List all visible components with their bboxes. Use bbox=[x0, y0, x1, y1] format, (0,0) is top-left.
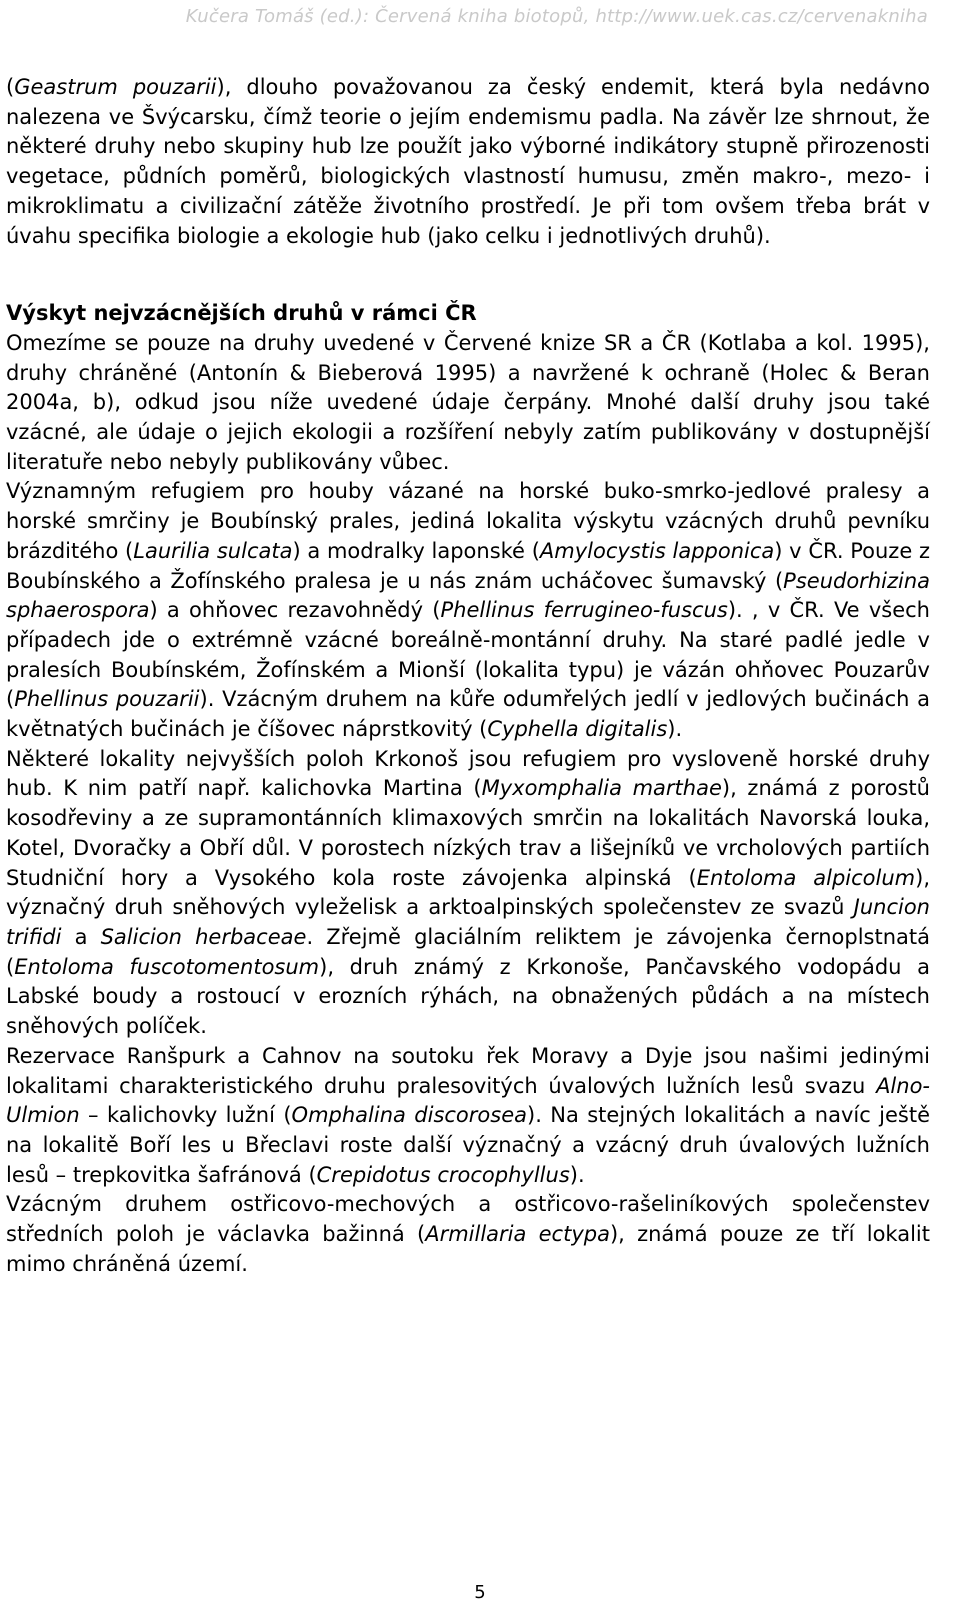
section-heading: Výskyt nejvzácnějších druhů v rámci ČR bbox=[6, 301, 477, 326]
taxon-name: Armillaria ectypa bbox=[425, 1222, 610, 1247]
text-run: ) v ČR. Pouze z Boubínského a Žofínského pralesa je u nás znám ucháčovec šumavský ( bbox=[6, 538, 931, 593]
taxon-name: Salicion herbaceae bbox=[100, 924, 307, 949]
text-run: ) a ohňovec rezavohnědý ( bbox=[149, 598, 441, 623]
paragraph-armillaria bbox=[6, 1190, 930, 1279]
text-run: ), význačný druh sněhových vyleželisk a arktoalpinských společenstev ze svazů bbox=[6, 865, 930, 920]
intro-text: ), dlouho považovanou za český endemit, která byla nedávno nalezena ve Švýcarsku, čímž teorie o jejím endemismu padla. Na závěr lze shrnout, že některé druhy nebo skupiny hub lze použít jako výborné indikátory stupně přirozenosti vegetace, půdních poměrů, biologických vlastností humusu, změn makro-, mezo- i mikroklimatu a civilizační zátěže životního prostředí. Je při tom ovšem třeba brát v úvahu specifika biologie a ekologie hub (jako celku i jednotlivých druhů). bbox=[6, 75, 930, 248]
taxon-name: Crepidotus crocophyllus bbox=[316, 1162, 570, 1187]
taxon-name: Myxomphalia marthae bbox=[481, 776, 722, 801]
text-run: a bbox=[61, 924, 101, 949]
taxon-name: Phellinus pouzarii bbox=[14, 687, 200, 712]
document-body bbox=[6, 73, 930, 1279]
taxon-name: Juncion trifidi bbox=[6, 895, 930, 949]
text-run: – kalichovky lužní ( bbox=[79, 1103, 292, 1128]
taxon-name: Entoloma alpicolum bbox=[696, 865, 916, 890]
text-run: Vzácným druhem ostřicovo-mechových a ostřicovo-rašeliníkových společenstev středních poloh je václavka bažinná ( bbox=[6, 1192, 930, 1247]
text-run: ). Vzácným druhem na kůře odumřelých jedlí v jedlových bučinách a květnatých bučinách je číšovec náprstkovitý ( bbox=[6, 687, 930, 742]
text-run: . Zřejmě glaciálním reliktem je závojenka černoplstnatá ( bbox=[6, 924, 930, 979]
running-header: Kučera Tomáš (ed.): Červená kniha biotopů, http://www.uek.cas.cz/cervenakniha bbox=[185, 6, 928, 27]
taxon-name: Entoloma fuscotomentosum bbox=[14, 954, 320, 979]
taxon-name: Cyphella digitalis bbox=[487, 717, 668, 742]
text-run: ). , v ČR. Ve všech případech jde o extrémně vzácné boreálně-montánní druhy. Na staré padlé jedle v pralesích Boubínském, Žofínském a Mionší (lokalita typu) je vázán ohňovec Pouzarův ( bbox=[6, 598, 930, 712]
text-run: ). bbox=[569, 1162, 585, 1187]
text-run: ), známá z porostů kosodřeviny a ze supramontánních klimaxových smrčin na lokalitách Navorská louka, Kotel, Dvoračky a Obří důl. V porostech nízkých trav a lišejníků ve vrcholových partiích Studniční hory a Vysokého kola roste závojenka alpinská ( bbox=[6, 776, 930, 890]
paragraph-boubin bbox=[6, 477, 930, 744]
text-run: ), známá pouze ze tří lokalit mimo chráněná území. bbox=[6, 1222, 930, 1276]
paragraph-krkonose bbox=[6, 745, 930, 1042]
taxon-name: Phellinus ferrugineo-fuscus bbox=[440, 598, 728, 623]
taxon-name: Geastrum pouzarii bbox=[14, 75, 217, 99]
taxon-name: Omphalina discorosea bbox=[291, 1103, 527, 1128]
paragraph-scope: Omezíme se pouze na druhy uvedené v Červené knize SR a ČR (Kotlaba a kol. 1995), druhy chráněné (Antonín & Bieberová 1995) a navržené k ochraně (Holec & Beran 2004a, b), odkud jsou níže uvedené údaje čerpány. Mnohé další druhy jsou také vzácné, ale údaje o jejich ekologii a rozšíření nebyly zatím publikovány v dostupnější literatuře nebo nebyly publikovány vůbec. bbox=[6, 330, 930, 474]
taxon-name: Alno-Ulmion bbox=[6, 1073, 930, 1128]
paragraph-ranspurk bbox=[6, 1042, 930, 1191]
text-run: Některé lokality nejvyšších poloh Krkonoš jsou refugiem pro vysloveně horské druhy hub. K nim patří např. kalichovka Martina ( bbox=[6, 746, 930, 801]
text-run: ) a modralky laponské ( bbox=[292, 538, 540, 563]
text-run: Rezervace Ranšpurk a Cahnov na soutoku řek Moravy a Dyje jsou našimi jedinými lokalitami charakteristického druhu pralesovitých úvalových lužních lesů svazu bbox=[6, 1043, 930, 1098]
text-run: ), druh známý z Krkonoše, Pančavského vodopádu a Labské boudy a rostoucí v erozních rýhách, na obnažených půdách a na místech sněhových políček. bbox=[6, 954, 930, 1039]
taxon-name: Pseudorhizina sphaerospora bbox=[6, 568, 930, 623]
taxon-name: Amylocystis lapponica bbox=[539, 538, 775, 563]
text-run: ). Na stejných lokalitách a navíc ještě na lokalitě Boří les u Břeclavi roste další význačný a vzácný druh úvalových lužních lesů – trepkovitka šafránová ( bbox=[6, 1103, 930, 1187]
page-number: 5 bbox=[474, 1582, 486, 1603]
intro-paragraph: (Geastrum pouzarii), dlouho považovanou za český endemit, která byla nedávno nalezena ve Švýcarsku, čímž teorie o jejím endemismu padla. Na závěr lze shrnout, že některé druhy nebo skupiny hub lze použít jako výborné indikátory stupně přirozenosti vegetace, půdních poměrů, biologických vlastností humusu, změn makro-, mezo- i mikroklimatu a civilizační zátěže životního prostředí. Je při tom ovšem třeba brát v úvahu specifika biologie a ekologie hub (jako celku i jednotlivých druhů). bbox=[6, 75, 930, 248]
taxon-name: Laurilia sulcata bbox=[133, 538, 293, 563]
section-spacer bbox=[6, 251, 930, 299]
text-run: ). bbox=[667, 717, 683, 742]
text-run: Významným refugiem pro houby vázané na horské buko-smrko-jedlové pralesy a horské smrčiny je Boubínský prales, jediná lokalita výskytu vzácných druhů pevníku brázditého ( bbox=[6, 479, 930, 563]
